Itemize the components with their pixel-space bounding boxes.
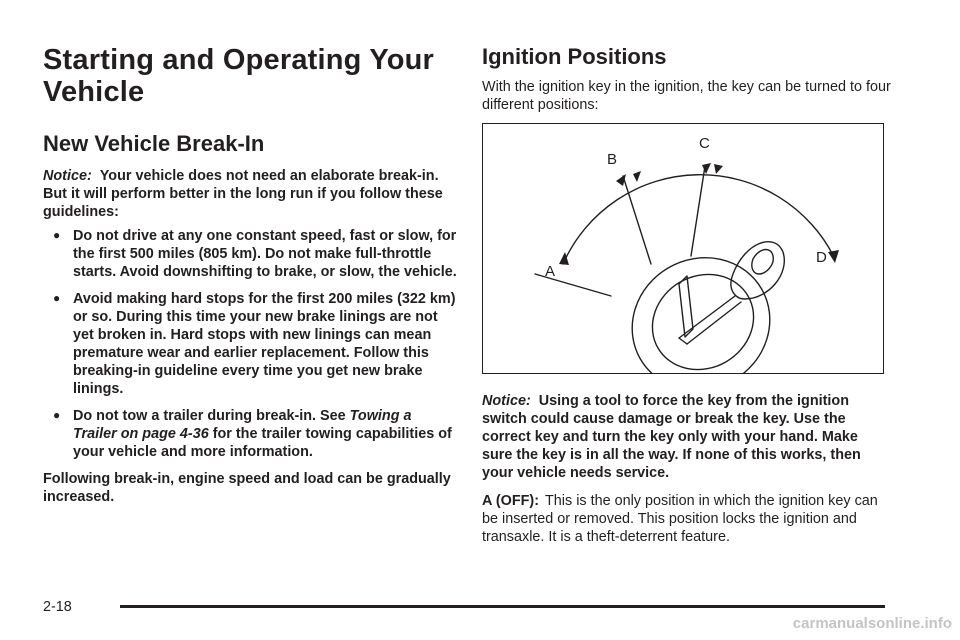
chapter-title: Starting and Operating Your Vehicle bbox=[43, 44, 435, 108]
notice-label: Notice: bbox=[482, 393, 531, 409]
key-shaft bbox=[679, 296, 741, 344]
position-label-b: B bbox=[607, 151, 618, 168]
off-position-text: This is the only position in which the ignition key can be inserted or removed. This position locks the ignition and transaxle. It is a theft-deterrent feature. bbox=[482, 493, 878, 545]
section-heading-break-in: New Vehicle Break-In bbox=[43, 131, 265, 156]
list-item bbox=[43, 290, 458, 398]
key-head bbox=[731, 242, 784, 299]
bullet-text-post: for the trailer towing capabilities of your vehicle and more information. bbox=[73, 426, 452, 460]
notice-text: Using a tool to force the key from the ignition switch could cause damage or break the key. Use the correct key and turn the key only with your hand. Make sure the key is in all the way. If none of this works, then your vehicle needs service. bbox=[482, 393, 861, 481]
off-position-label: A (OFF): bbox=[482, 493, 540, 509]
bullet-icon: ● bbox=[53, 408, 61, 422]
footer-divider bbox=[120, 605, 885, 608]
position-label-d: D bbox=[816, 249, 827, 266]
ignition-figure bbox=[482, 123, 884, 374]
position-label-a: A bbox=[545, 263, 556, 280]
notice-label: Notice: bbox=[43, 168, 92, 184]
intro-paragraph: With the ignition key in the ignition, the key can be turned to four different positions: bbox=[482, 79, 891, 113]
bullet-text: Do not drive at any one constant speed, fast or slow, for the first 500 miles (805 km). Do not make full-throttle starts. Avoid downshifting to brake, or slow, the vehicle. bbox=[73, 228, 457, 280]
right-column bbox=[482, 44, 892, 546]
tick-d bbox=[828, 250, 839, 263]
page-number: 2-18 bbox=[43, 599, 72, 615]
position-label-c: C bbox=[699, 135, 710, 152]
bullet-icon: ● bbox=[53, 228, 61, 242]
bullet-text-pre: Do not tow a trailer during break-in. See bbox=[73, 408, 350, 424]
notice-paragraph bbox=[43, 167, 458, 221]
cross-reference-link[interactable]: Towing a Trailer on page 4-36 bbox=[73, 408, 412, 442]
section-heading-ignition: Ignition Positions bbox=[482, 44, 667, 69]
list-item bbox=[43, 407, 458, 461]
tick-c-right bbox=[714, 164, 723, 174]
left-column bbox=[43, 44, 458, 506]
key-shaft-end bbox=[679, 338, 687, 344]
ignition-switch-illustration bbox=[483, 124, 883, 373]
watermark: carmanualsonline.info bbox=[792, 615, 952, 632]
guideline-list bbox=[43, 227, 458, 461]
rotation-arc bbox=[563, 175, 835, 264]
bullet-text: Avoid making hard stops for the first 200 miles (322 km) or so. During this time your new brake linings are not yet broken in. Hard stops with new linings can mean premature wear and earlier replacement. Follow this breaking-in guideline every time you get new brake linings. bbox=[73, 291, 456, 397]
list-item bbox=[43, 227, 458, 281]
bullet-icon: ● bbox=[53, 291, 61, 305]
key-hole bbox=[752, 250, 773, 274]
tick-b-right bbox=[633, 171, 641, 182]
key-slot bbox=[679, 276, 693, 337]
notice-text: Your vehicle does not need an elaborate break-in. But it will perform better in the long run if you follow these guidelines: bbox=[43, 168, 443, 220]
following-paragraph: Following break-in, engine speed and load can be gradually increased. bbox=[43, 471, 451, 505]
ignition-cylinder bbox=[635, 256, 771, 373]
off-position-paragraph bbox=[482, 492, 892, 546]
ignition-notice-paragraph bbox=[482, 392, 892, 482]
pointer-line-c bbox=[691, 166, 705, 256]
ignition-bezel bbox=[608, 233, 794, 373]
tick-b-left bbox=[616, 174, 626, 186]
